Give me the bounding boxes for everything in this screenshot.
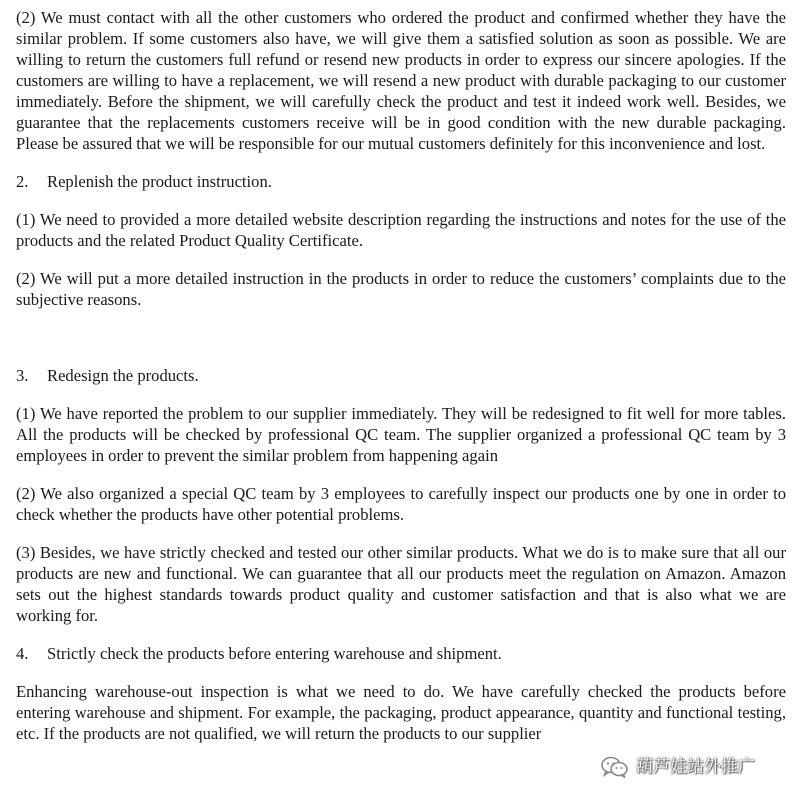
section-number: 3.	[16, 366, 29, 385]
section-heading-3	[16, 365, 786, 386]
paragraph-customer-contact: (2) We must contact with all the other customers who ordered the product and confirmed whether they have the similar problem. If some customers also have, we will give them a satisfied solution as soon as possible. We are willing to return the customers full refund or resend new products in order to express our sincere apologies. If the customers are willing to have a replacement, we will resend a new product with durable packaging to our customer immediately. Before the shipment, we will carefully check the product and test it indeed work well. Besides, we guarantee that the replacements customers receive will be in good condition with the new durable packaging. Please be assured that we will be responsible for our mutual customers definitely for this inconvenience and lost.	[16, 8, 786, 153]
section-title: Redesign the products.	[47, 366, 199, 385]
section-heading-4	[16, 643, 786, 664]
watermark-text: 葫芦娃站外推广	[636, 756, 755, 777]
section-title: Strictly check the products before entering warehouse and shipment.	[47, 644, 502, 663]
section-number: 4.	[16, 644, 29, 663]
paragraph-qc-team: (2) We also organized a special QC team by 3 employees to carefully inspect our products one by one in order to check whether the products have other potential problems.	[16, 484, 786, 524]
paragraph-detailed-instruction: (2) We will put a more detailed instruction in the products in order to reduce the customers’ complaints due to the subjective reasons.	[16, 269, 786, 309]
paragraph-supplier-report: (1) We have reported the problem to our supplier immediately. They will be redesigned to fit well for more tables. All the products will be checked by professional QC team. The supplier organized a professional QC team by 3 employees in order to prevent the similar problem from happening again	[16, 404, 786, 465]
blank-space	[16, 327, 786, 365]
section-title: Replenish the product instruction.	[47, 172, 272, 191]
paragraph-website-description: (1) We need to provided a more detailed website description regarding the instructions and notes for the use of the products and the related Product Quality Certificate.	[16, 210, 786, 250]
section-number: 2.	[16, 172, 29, 191]
paragraph-similar-products: (3) Besides, we have strictly checked and tested our other similar products. What we do is to make sure that all our products are new and functional. We can guarantee that all our products meet the regulation on Amazon. Amazon sets out the highest standards towards product quality and customer satisfaction and that is also what we are working for.	[16, 543, 786, 625]
section-heading-2	[16, 171, 786, 192]
document-page	[16, 7, 786, 761]
paragraph-warehouse-inspection: Enhancing warehouse-out inspection is what we need to do. We have carefully checked the products before entering warehouse and shipment. For example, the packaging, product appearance, quantity and functional testing, etc. If the products are not qualified, we will return the products to our supplier	[16, 682, 786, 743]
watermark	[600, 752, 755, 782]
wechat-icon	[600, 755, 630, 779]
